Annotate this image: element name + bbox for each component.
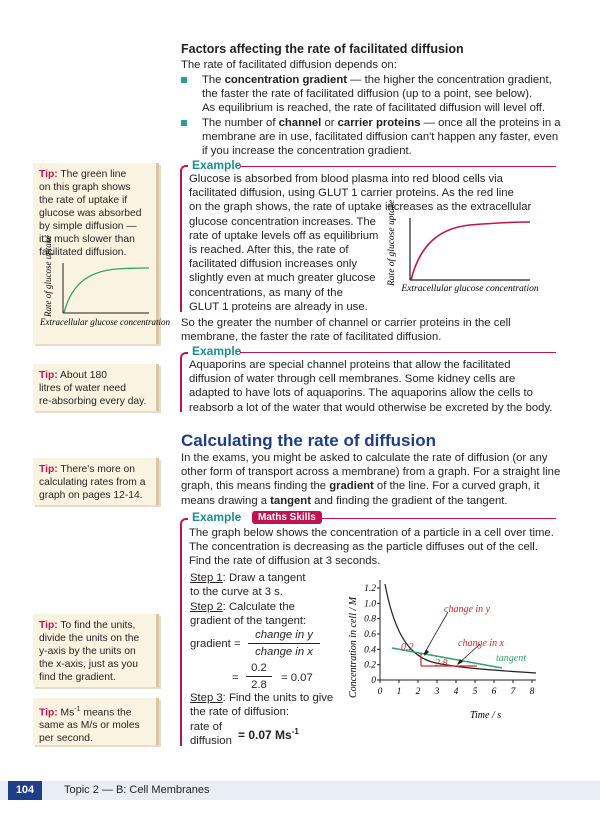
ann-change-in-x: change in x [458,638,505,649]
example2-text: Aquaporins are special channel proteins that allow the facilitated diffusion of water through cell membranes. Some kidney cells are adapted to have lots of aquaporins. The aquaporins allow the cells to reabsorb a lot of the water that would otherwise be excreted by the body. [189,359,553,414]
tip-box-water: Tip: About 180 litres of water need re-absorbing every day. [33,364,159,411]
x-tick-label: 0 [377,687,383,697]
final-answer: = 0.07 $Ms^{-1}$ [238,727,299,742]
tip-box-rates: Tip: There's more on calculating rates from a graph on pages 12-14. [33,458,159,505]
glucose-uptake-graph [380,199,540,306]
rate-of-diffusion: rate of diffusion [190,721,232,748]
example-label: Example [192,510,242,524]
x-tick-label: 1 [396,687,402,697]
x-tick-label: 2 [415,687,421,697]
step1: Step 1: Draw a tangent to the curve at 3 s. [190,572,306,599]
tip-graph-xlabel: Extracellular glucose concentration [40,317,170,327]
x-tick-label: 3 [434,687,440,697]
equals-sign: = [232,672,239,684]
gradient-result: = 0.07 [281,672,313,684]
graph-xlabel: Extracellular glucose concentration [401,284,539,294]
example-rule [240,352,556,353]
tip-graph-green-curve [64,268,149,313]
example-frame [180,165,188,312]
y-tick-label: 0 [371,676,376,686]
arrow-dy [424,612,448,654]
x-tick-label: 5 [472,687,478,697]
graph2-ylabel: Concentration in cell / M [348,596,359,698]
x-tick-label: 7 [510,687,516,697]
bullet-channel-carrier: The number of channel or carrier proteins — once all the proteins in a membrane are in use, facilitated diffusion can't happen any faster, even if you increase the concentration gradient. [202,117,561,158]
graph2-xlabel: Time / s [470,710,502,721]
factors-intro: The rate of facilitated diffusion depends on: [181,59,397,71]
y-tick-label: 0.2 [364,660,376,671]
x-tick-label: 8 [529,687,535,697]
calc-intro: In the exams, you might be asked to calculate the rate of diffusion (or any other form of transport across a membrane) from a graph. For a straight line graph, this means finding the gradient of the line. For a curved graph, it means drawing a tangent and finding the gradient of the tangent. [181,452,561,507]
concentration-time-graph [340,578,548,758]
section-heading: Calculating the rate of diffusion [181,431,437,450]
y-tick-label: 1.2 [364,584,376,594]
page-number: 104 [8,781,42,800]
example-frame [180,518,188,746]
factors-heading: Factors affecting the rate of facilitated diffusion [181,42,464,56]
val-dx: 2.8 [435,658,448,669]
step3: Step 3: Find the units to give the rate of diffusion: [190,692,334,719]
example-label: Example [192,158,242,172]
y-tick-label: 0.6 [364,630,376,640]
uptake-curve [411,222,530,280]
summary-text: So the greater the number of channel or carrier proteins in the cell membrane, the faster the rate of facilitated diffusion. [181,317,511,344]
y-tick-label: 0.4 [364,645,376,656]
fraction-values: 0.2 2.8 [246,661,272,692]
x-tick-label: 4 [453,687,459,697]
fraction-change: change in y change in x [248,628,320,659]
bullet-marker [181,77,187,83]
gradient-word: gradient = [190,638,241,650]
bullet-marker [181,120,187,126]
ann-tangent: tangent [496,653,526,664]
x-tick-label: 6 [491,687,497,697]
footer-topic: Topic 2 — B: Cell Membranes [64,784,210,796]
graph-ylabel: Rate of glucose uptake [387,199,397,286]
tip-graph-ylabel: Rate of glucose uptake [43,235,53,317]
example-rule [322,518,556,519]
y-tick-label: 0.8 [364,614,376,625]
y-tick-label: 1.0 [364,599,376,610]
tip-box-units: Tip: To find the units, divide the units on the y-axis by the units on the x-axis, just as you find the gradient. [33,614,159,687]
example-label: Example [192,344,242,358]
bullet-concentration-gradient: The concentration gradient — the higher the concentration gradient, the faster the rate of facilitated diffusion (up to a point, see below). As equilibrium is reached, the rate of facilitated diffusion will level off. [202,74,552,115]
example1-text: Glucose is absorbed from blood plasma into red blood cells via facilitated diffusion, using GLUT 1 carrier proteins. As the red line on the graph shows, the rate of uptake increases as the extracellular glucose concentration increases. The rate of uptake levels off as equilibrium is reached. After this, the rate of facilitated diffusion increases only slightly even at much greater glucose concentrations, as many of the GLUT 1 proteins are already in use. [189,173,532,313]
ann-change-in-y: change in y [444,604,491,615]
example3-intro: The graph below shows the concentration of a particle in a cell over time. The concentration is decreasing as the particle diffuses out of the cell. Find the rate of diffusion at 3 seconds. [189,527,554,568]
example-rule [240,166,556,167]
maths-skills-badge: Maths Skills [252,511,322,524]
tip-box-green-line: Tip: The green line on this graph shows the rate of uptake if glucose was absorbed by simple diffusion — it's much slower than facilitated diffusion. Rate of glucose uptake Extracellular glucose concentration [33,163,159,344]
step2: Step 2: Calculate the gradient of the tangent: [190,601,307,628]
tip-box-ms: Tip: $Ms^{-1}$ means the same as M/s or moles per second. [33,698,159,745]
val-dy: 0.2 [401,642,414,653]
example-frame [180,352,188,412]
